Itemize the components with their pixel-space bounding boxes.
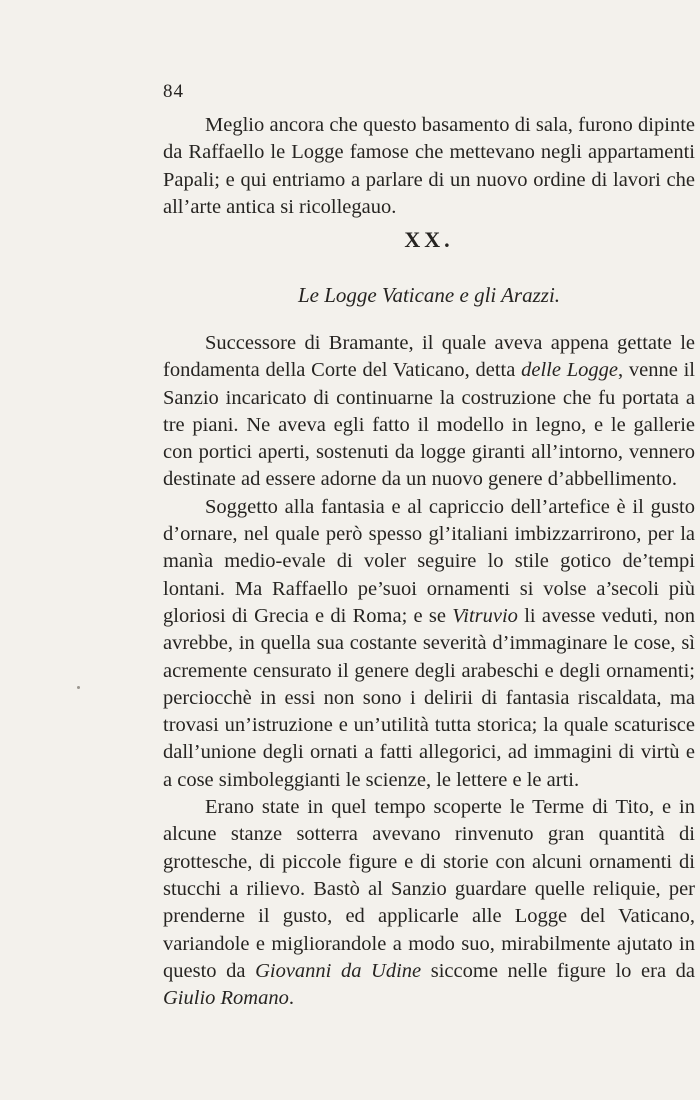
italic-term: Giovanni da Udine [255, 959, 422, 982]
paragraph-bramante [163, 330, 695, 494]
section-title: Le Logge Vaticane e gli Arazzi. [297, 283, 561, 307]
paragraph-text: Erano state in quel tempo scoperte le Terme di Tito, e in alcune stanze sotterra avevano rinvenuto gran quantità di grottesche, di piccole figure e di storie con alcuni ornamenti di stucchi a rilievo. Bastò al Sanzio guardare quelle reliquie, per prenderne il gusto, ed applicarle alle Logge del Vaticano, variandole e migliorandole a modo suo, mirabilmente ajutato in questo da [163, 796, 695, 982]
italic-term: Vitruvio [452, 604, 518, 627]
paper-speck [77, 686, 80, 689]
paragraph-text: Soggetto alla fantasia e al capriccio dell’artefice è il gusto d’ornare, nel quale però spesso gl’italiani imbizzarrirono, per la manìa medio-evale di voler seguire lo stile gotico de’tempi lontani. Ma Raffaello pe’suoi ornamenti si volse a’secoli più gloriosi di Grecia e di Roma; e se [163, 495, 695, 627]
intro-paragraph: Meglio ancora che questo basamento di sala, furono dipinte da Raffaello le Logge famose che mettevano negli appartamenti Papali; e qui entriamo a parlare di un nuovo ordine di lavori che all’arte antica si ricollegauo. [163, 114, 695, 218]
paragraph-text: li avesse veduti, non avrebbe, in quella sua costante severità d’immaginare le cose, sì acremente censurato il genere degli arabeschi e degli ornamenti; perciocchè in essi non sono i delirii di fantasia riscaldata, ma trovasi un’istruzione e un’utilità tutta storica; la quale scaturisce dall’unione degli ornati a fatti allegorici, ad immagini di virtù e a cose simboleggianti le scienze, le lettere e le arti. [163, 604, 696, 791]
body-text-block [163, 330, 695, 1012]
paragraph-text: siccome nelle figure lo era da [421, 959, 695, 982]
paragraph-ornament [163, 494, 695, 794]
italic-term: Giulio Romano [163, 987, 289, 1010]
intro-text-block [163, 112, 695, 221]
italic-term: delle Logge [521, 359, 618, 382]
section-number: XX. [404, 227, 454, 252]
paragraph-text: . [288, 987, 294, 1010]
paragraph-text: Successore di Bramante, il quale aveva appena gettate le fondamenta della Corte del Vaticano, detta [163, 332, 695, 382]
paragraph-text: , venne il Sanzio incaricato di continuarne la costruzione che fu portata a tre piani. Ne aveva egli fatto il modello in legno, e le gallerie con portici aperti, sostenuti da logge giranti all’intorno, vennero destinate ad essere adorne da un nuovo genere d’abbellimento. [163, 359, 695, 491]
paragraph-terme-di-tito [163, 794, 695, 1012]
page-number: 84 [163, 81, 184, 102]
